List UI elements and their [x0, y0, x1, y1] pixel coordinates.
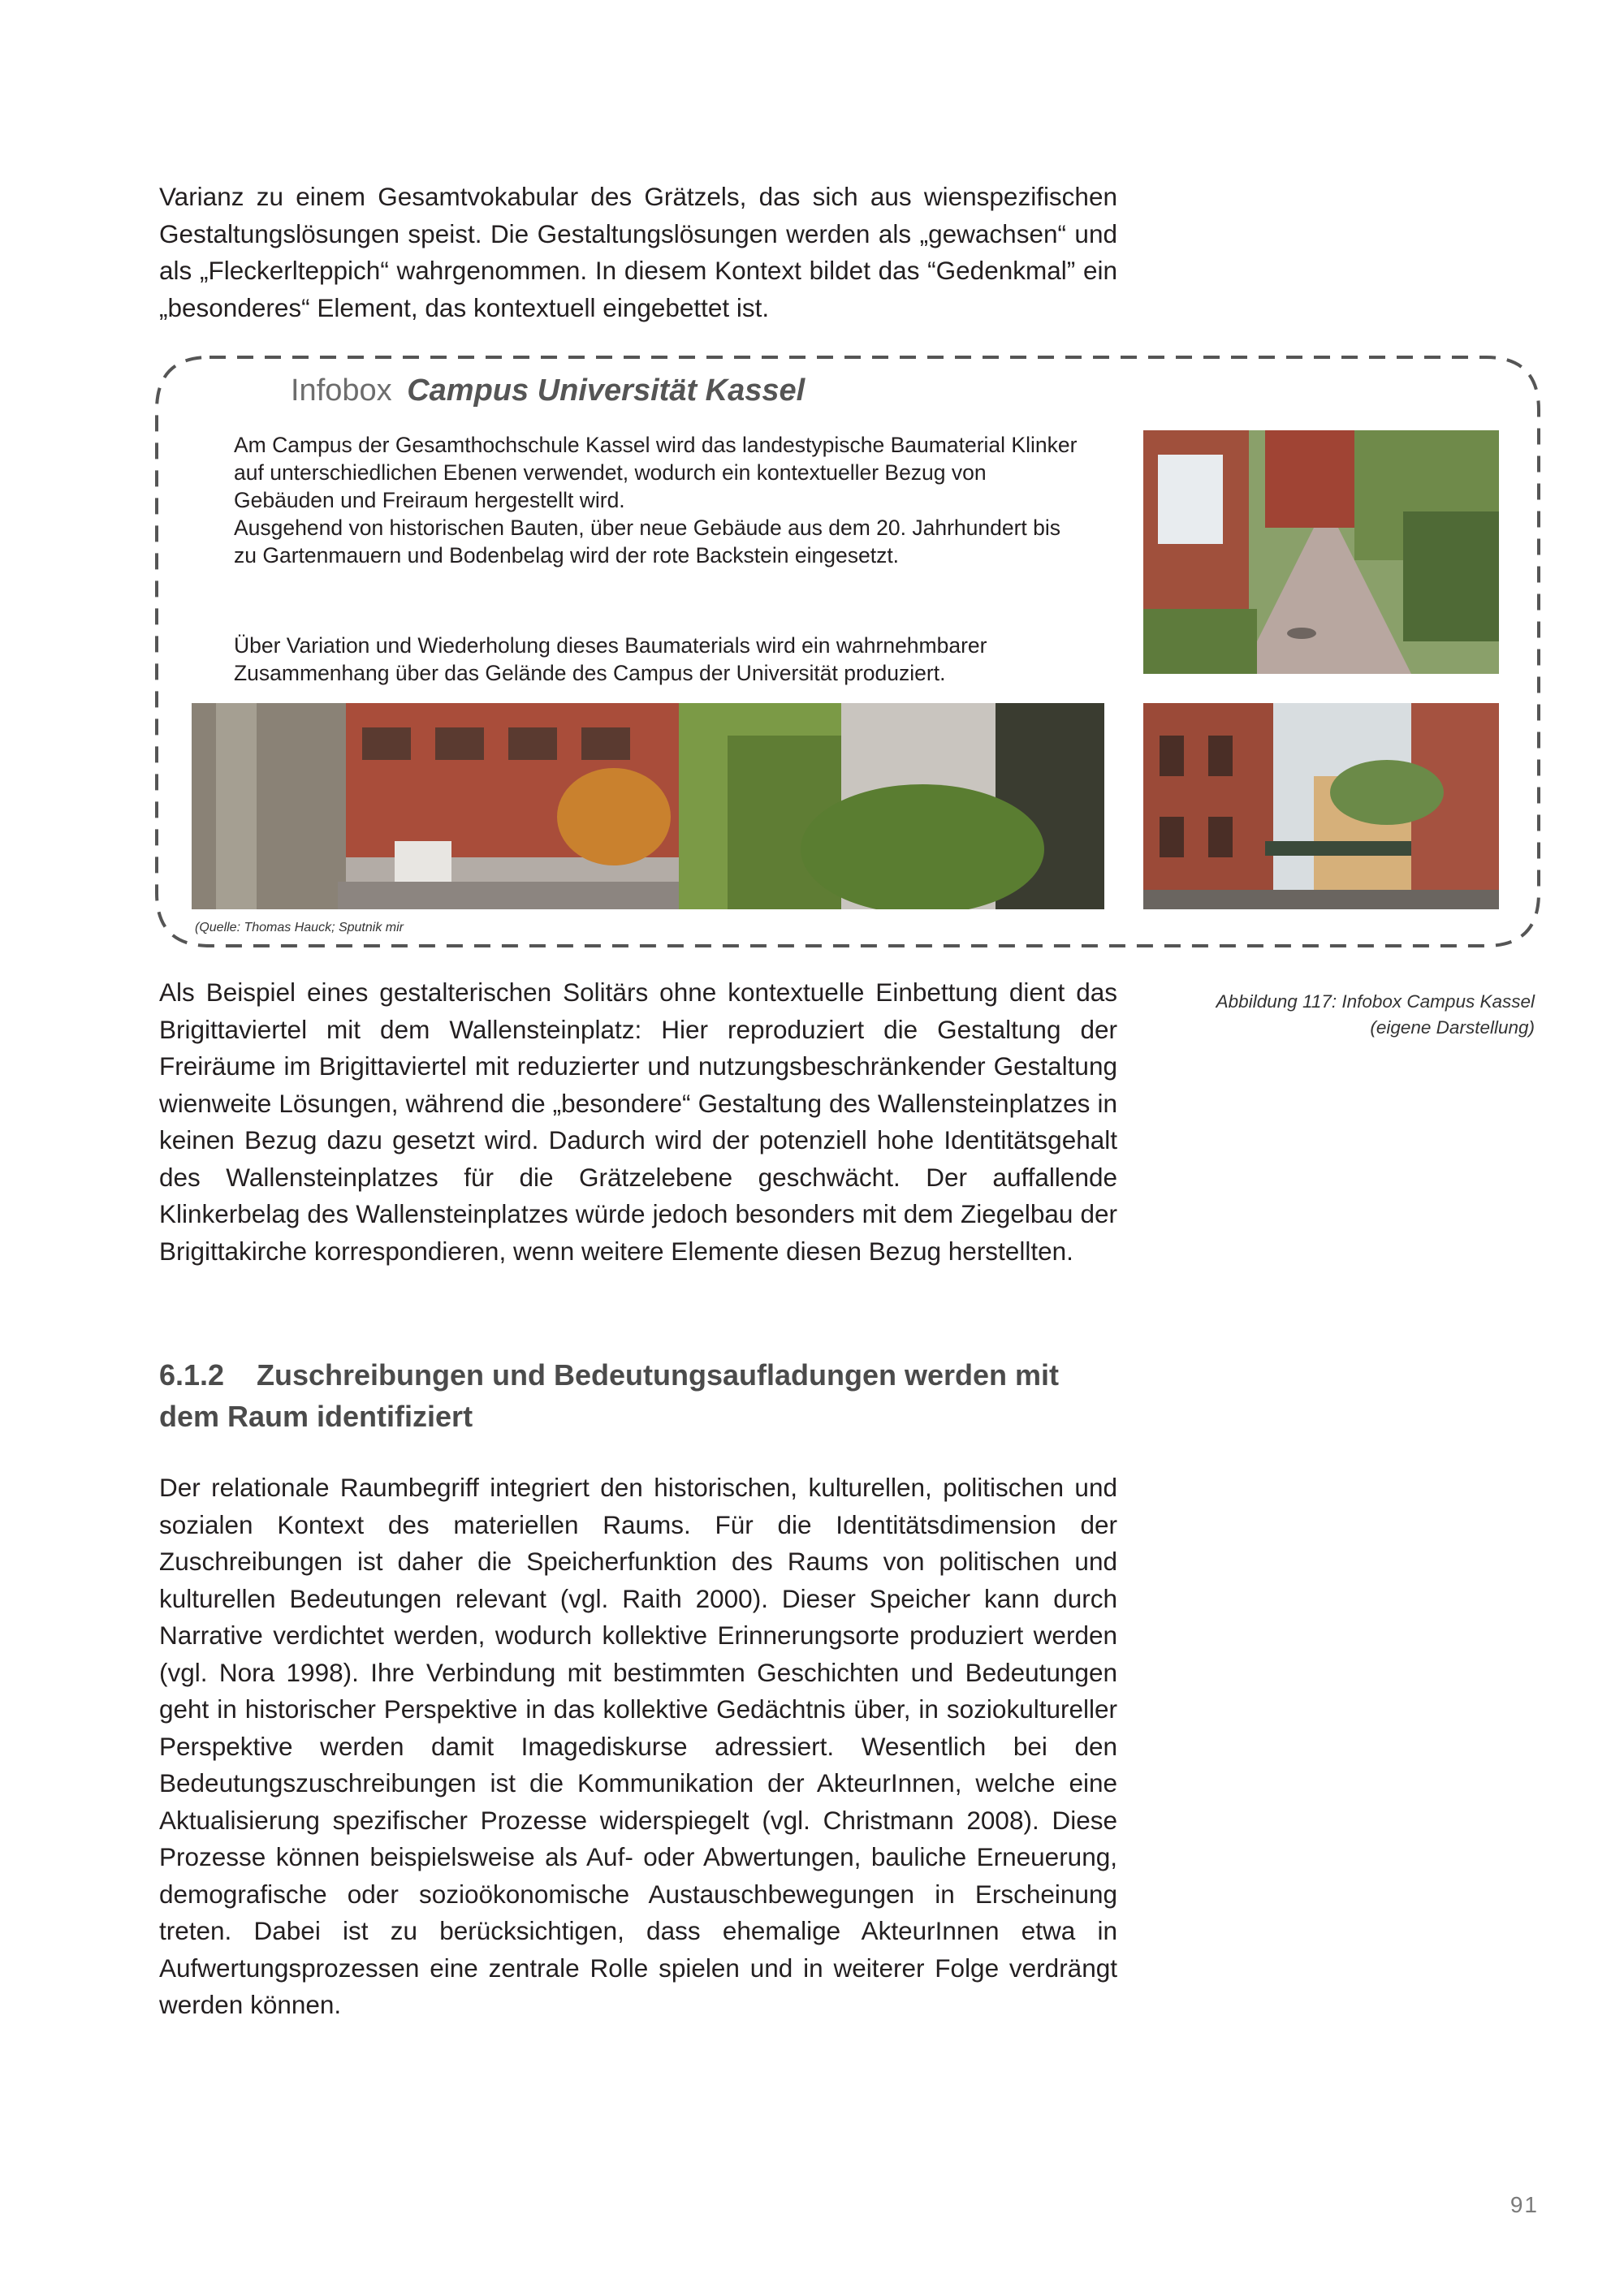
- infobox-text-2: Über Variation und Wiederholung dieses Baumaterials wird ein wahrnehmbarer Zusammenhang über das Gelände des Campus der Universität produziert.: [234, 633, 987, 685]
- infobox-name: Campus Universität Kassel: [407, 373, 806, 408]
- body-paragraph-middle: Als Beispiel eines gestalterischen Solitärs ohne kontextuelle Einbettung dient das Brigittaviertel mit dem Wallensteinplatz: Hier reproduziert die Gestaltung der Freiräume im Brigittaviertel mit reduzierter und nutzungsbeschränkender Gestaltung wienweite Lösungen, während die „besondere“ Gestaltung des Wallensteinplatzes in keinen Bezug dazu gesetzt wird. Dadurch wird der potenziell hohe Identitätsgehalt des Wallensteinplatzes für die Grätzelebene geschwächt. Der auffallende Klinkerbelag des Wallensteinplatzes würde jedoch besonders mit dem Ziegelbau der Brigittakirche korrespondieren, wenn weitere Elemente diesen Bezug herstellten.: [159, 978, 1117, 1266]
- infobox-title: [291, 373, 805, 408]
- photo-source: (Quelle: Thomas Hauck; Sputnik mir: [195, 921, 404, 934]
- section-number: 6.1.2: [159, 1358, 225, 1392]
- campus-bridge-photo: [1143, 703, 1499, 909]
- page-number: 91: [1510, 2192, 1539, 2217]
- section-title: Zuschreibungen und Bedeutungsaufladungen werden mit dem Raum identifiziert: [159, 1358, 1060, 1433]
- infobox-text-1: Am Campus der Gesamthochschule Kassel wird das landestypische Baumaterial Klinker auf unterschiedlichen Ebenen verwendet, wodurch ein kontextueller Bezug von Gebäuden und Freiraum hergestellt wird. Ausgehend von historischen Bauten, über neue Gebäude aus dem 20. Jahrhundert bis zu Gartenmauern und Bodenbelag wird der rote Backstein eingesetzt.: [234, 433, 1078, 568]
- figure-caption: [1169, 989, 1535, 1041]
- section-heading: [159, 1354, 1117, 1437]
- campus-path-photo: [1143, 430, 1499, 674]
- body-paragraph-bottom: Der relationale Raumbegriff integriert den historischen, kulturellen, politischen und sozialen Kontext des materiellen Raums. Für die Identitätsdimension der Zuschreibungen ist daher die Speicherfunktion des Raums von politischen und kulturellen Bedeutungen relevant (vgl. Raith 2000). Dieser Speicher kann durch Narrative verdichtet werden, wodurch kollektive Erinnerungsorte produziert werden (vgl. Nora 1998). Ihre Verbindung mit bestimmten Geschichten und Bedeutungen geht in historischer Perspektive in das kollektive Gedächtnis über, in soziokultureller Perspektive werden damit Imagediskurse adressiert. Wesentlich bei den Bedeutungszuschreibungen ist die Kommunikation der AkteurInnen, welche eine Aktualisierung spezifischer Prozesse widerspiegelt (vgl. Christmann 2008). Diese Prozesse können beispielsweise als Auf- oder Abwertungen, bauliche Erneuerung, demografische oder sozioökonomische Austauschbewegungen in Erscheinung treten. Dabei ist zu berücksichtigen, dass ehemalige AkteurInnen etwa in Aufwertungsprozessen eine zentrale Rolle spielen und in weiterer Folge verdrängt werden können.: [159, 1473, 1117, 2019]
- caption-line-1: Abbildung 117: Infobox Campus Kassel: [1216, 991, 1535, 1012]
- caption-line-2: (eigene Darstellung): [1370, 1017, 1535, 1038]
- infobox-label: Infobox: [291, 373, 392, 408]
- campus-courtyard-photo: [192, 703, 1104, 909]
- body-paragraph-top: Varianz zu einem Gesamtvokabular des Grätzels, das sich aus wienspezifischen Gestaltungslösungen speist. Die Gestaltungslösungen werden als „gewachsen“ und als „Fleckerlteppich“ wahrgenommen. In diesem Kontext bildet das “Gedenkmal” ein „besonderes“ Element, das kontextuell eingebettet ist.: [159, 182, 1117, 322]
